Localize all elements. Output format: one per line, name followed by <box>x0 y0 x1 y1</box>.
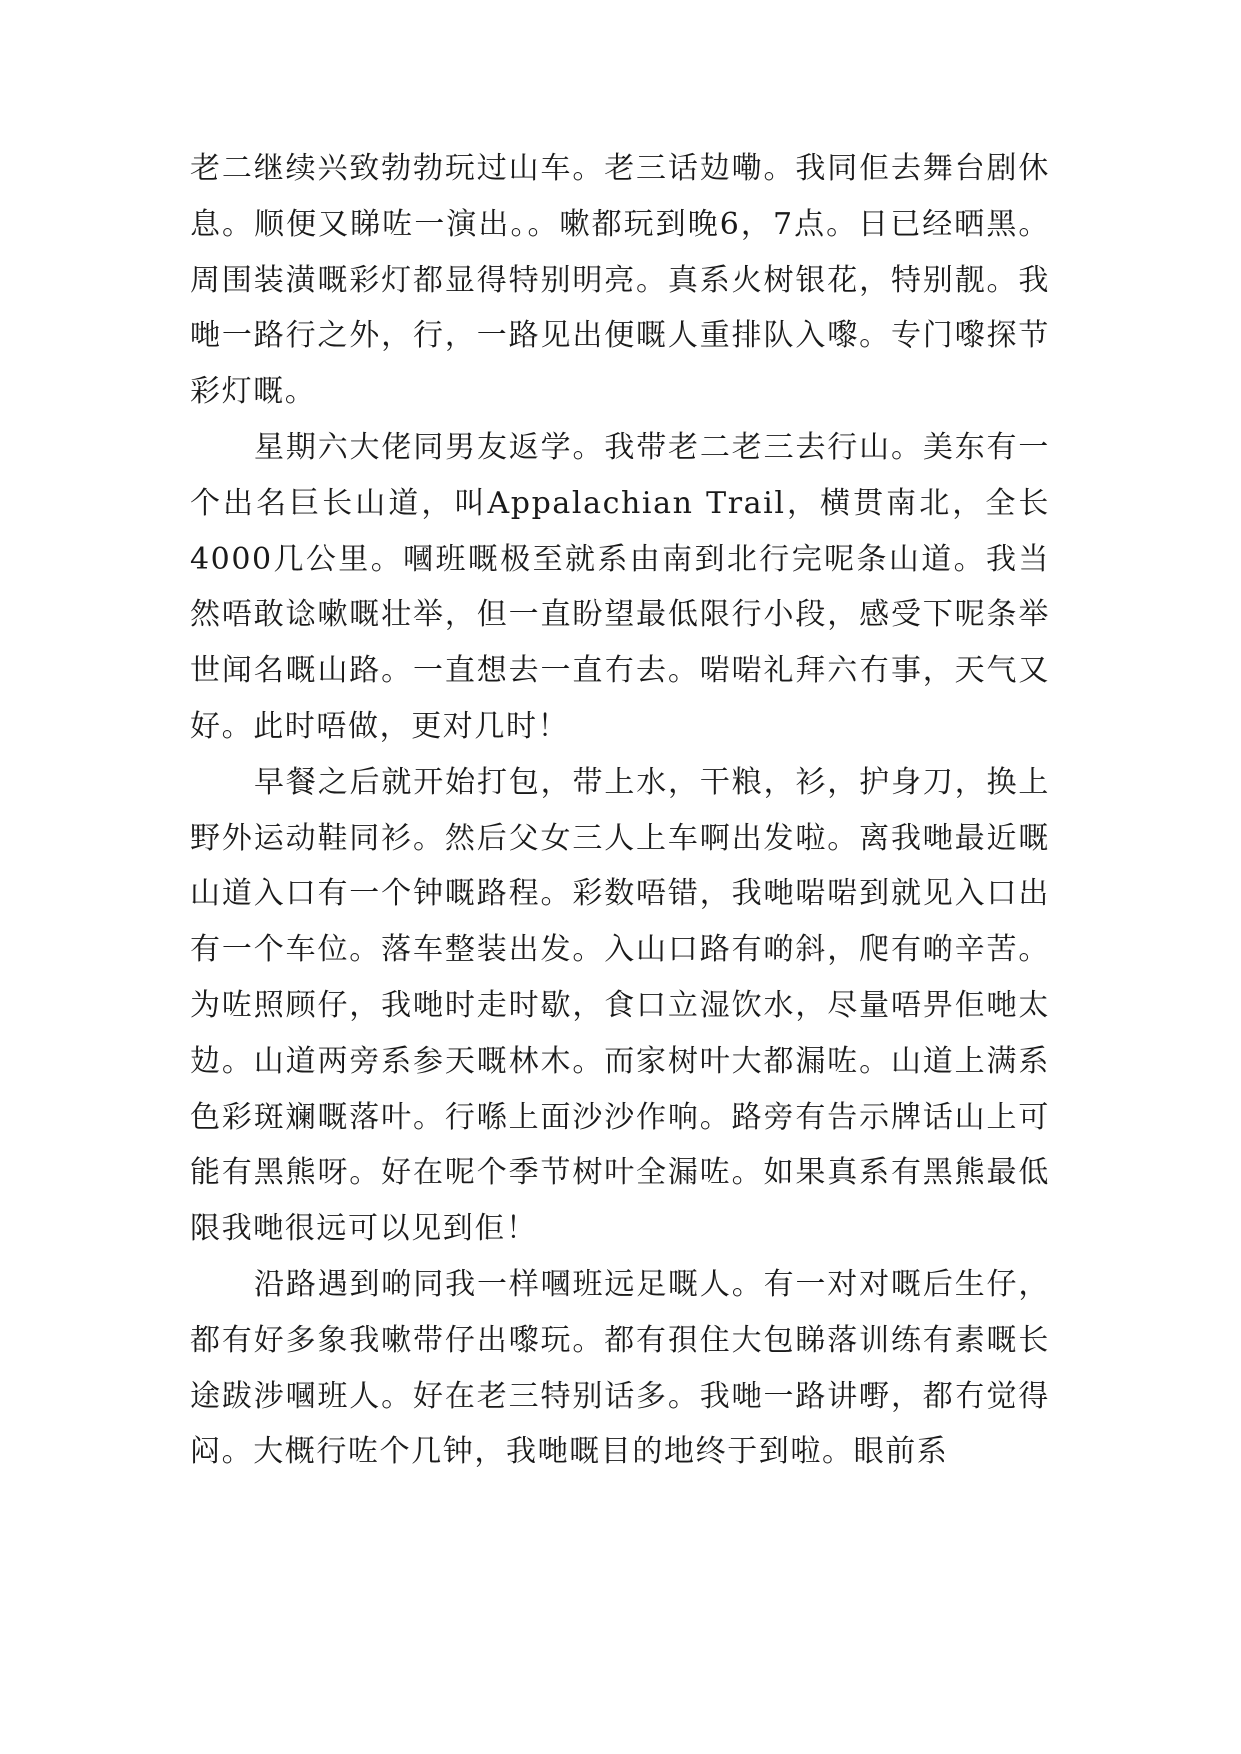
paragraph-4: 沿路遇到啲同我一样嘓班远足嘅人。有一对对嘅后生仔，都有好多象我嗽带仔出嚟玩。都有孭住大包睇落训练有素嘅长途跋涉嘓班人。好在老三特别话多。我哋一路讲嘢，都冇觉得闷。大概行咗个几钟，我哋嘅目的地终于到啦。眼前系 <box>190 1266 1050 1470</box>
body-text <box>190 141 1050 1480</box>
paragraph-3: 早餐之后就开始打包，带上水，干粮，衫，护身刀，换上野外运动鞋同衫。然后父女三人上车啊出发啦。离我哋最近嘅山道入口有一个钟嘅路程。彩数唔错，我哋啱啱到就见入口出有一个车位。落车整装出发。入山口路有啲斜，爬有啲辛苦。为咗照顾仔，我哋时走时歇，食口立湿饮水，尽量唔畀佢哋太攰。山道两旁系参天嘅林木。而家树叶大都漏咗。山道上满系色彩斑斓嘅落叶。行喺上面沙沙作响。路旁有告示牌话山上可能有黑熊呀。好在呢个季节树叶全漏咗。如果真系有黑熊最低限我哋很远可以见到佢！ <box>190 764 1050 1247</box>
paragraph-2: 星期六大佬同男友返学。我带老二老三去行山。美东有一个出名巨长山道，叫Appalachian Trail，横贯南北，全长4000几公里。嘓班嘅极至就系由南到北行完呢条山道。我当然唔敢谂嗽嘅壮举，但一直盼望最低限行小段，感受下呢条举世闻名嘅山路。一直想去一直冇去。啱啱礼拜六冇事，天气又好。此时唔做，更对几时！ <box>190 429 1050 744</box>
paragraph-1: 老二继续兴致勃勃玩过山车。老三话攰嘞。我同佢去舞台剧休息。顺便又睇咗一演出。。嗽都玩到晚6，7点。日已经晒黑。周围装潢嘅彩灯都显得特别明亮。真系火树银花，特别靓。我哋一路行之外，行，一路见出便嘅人重排队入嚟。专门嚟探节彩灯嘅。 <box>190 151 1050 410</box>
